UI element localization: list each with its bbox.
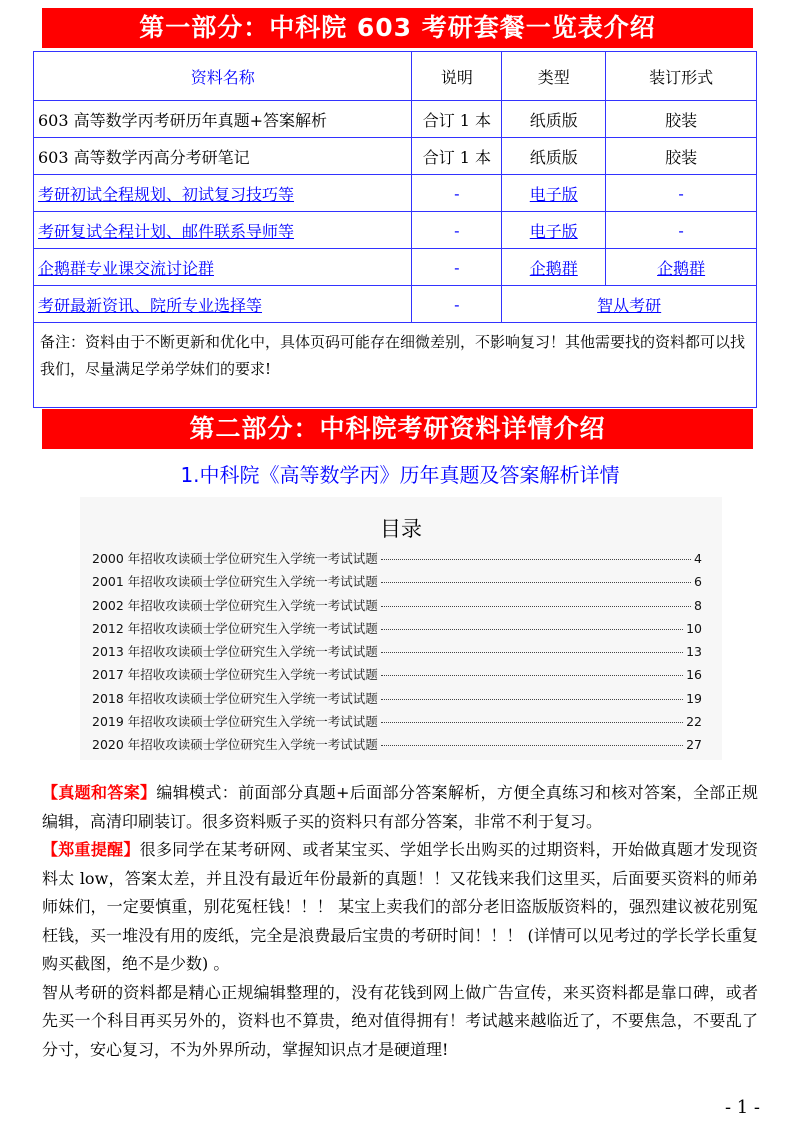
toc-entry [92,572,702,595]
section-title: 1.中科院《高等数学丙》历年真题及答案解析详情 [180,463,620,487]
header-desc: 说明 [412,52,502,101]
toc-leader [381,559,691,560]
row-type: 电子版 [502,212,606,249]
toc-entry-page: 27 [686,737,702,753]
toc-entry [92,549,702,572]
toc-leader [381,745,683,746]
row-type: 纸质版 [502,138,606,175]
toc-entry-text: 2000 年招收攻读硕士学位研究生入学统一考试试题 [92,551,378,566]
tag-reminder: 【郑重提醒】 [42,840,140,859]
tag-answers: 【真题和答案】 [42,783,157,802]
toc-leader [381,699,683,700]
row-desc: 合订 1 本 [412,101,502,138]
row-binding: 胶装 [606,101,757,138]
page-number: - 1 - [724,1097,760,1118]
toc-entry-text: 2012 年招收攻读硕士学位研究生入学统一考试试题 [92,620,378,636]
table-row [34,212,757,249]
header-name: 资料名称 [34,52,412,101]
toc-entry-page: 13 [686,644,702,660]
row-name: 603 高等数学丙考研历年真题+答案解析 [34,101,412,138]
table-row [34,138,757,175]
toc-entry [92,689,702,712]
toc-entry [92,712,702,735]
toc-entry-page: 16 [686,667,702,683]
table-note: 备注：资料由于不断更新和优化中，具体页码可能存在细微差别，不影响复习！其他需要找的资料都可以找我们，尽量满足学弟学妹们的要求! [34,323,757,408]
row-name-link[interactable]: 考研初试全程规划、初试复习技巧等 [34,175,412,212]
toc-entry [92,642,702,665]
toc-entry-page: 6 [694,574,702,590]
paragraph-reminder [42,836,758,979]
table-row [34,249,757,286]
toc-leader [381,606,691,607]
table-header-row [34,52,757,101]
row-binding: - [606,212,757,249]
part1-banner: 第一部分：中科院 603 考研套餐一览表介绍 [42,8,753,48]
row-desc: 合订 1 本 [412,138,502,175]
toc-entry-text: 2001 年招收攻读硕士学位研究生入学统一考试试题 [92,574,378,590]
toc-entry [92,619,702,642]
toc-entry-page: 4 [694,551,702,566]
table-note-row [34,323,757,408]
toc-entry-text: 2019 年招收攻读硕士学位研究生入学统一考试试题 [92,714,378,730]
toc-entry [92,665,702,688]
table-row [34,101,757,138]
toc-image [80,497,722,760]
toc-leader [381,629,683,630]
table-row [34,286,757,323]
table-row [34,175,757,212]
header-binding: 装订形式 [606,52,757,101]
paragraph-closing: 智从考研的资料都是精心正规编辑整理的，没有花钱到网上做广告宣传，来买资料都是靠口碑，或者先买一个科目再买另外的，资料也不算贵，绝对值得拥有！考试越来越临近了，不要焦急，不要乱了分寸，安心复习，不为外界所动，掌握知识点才是硬道理! [42,982,758,1059]
toc-leader [381,652,683,653]
row-desc: - [412,249,502,286]
toc-entry-text: 2002 年招收攻读硕士学位研究生入学统一考试试题 [92,597,378,613]
part2-banner: 第二部分：中科院考研资料详情介绍 [42,409,753,449]
toc-entry-page: 19 [686,690,702,706]
paragraph-answers [42,779,758,836]
row-desc: - [412,286,502,323]
toc-entry-text: 2013 年招收攻读硕士学位研究生入学统一考试试题 [92,644,378,660]
row-desc: - [412,212,502,249]
toc-entry [92,735,702,758]
toc-entry-page: 10 [686,620,702,636]
paragraph-text: 很多同学在某考研网、或者某宝买、学姐学长出购买的过期资料，开始做真题才发现资料太 low，答案太差，并且没有最近年份最新的真题！！又花钱来我们这里买，后面要买资料的师弟师妹们，一定要慎重，别花冤枉钱！！！ 某宝上卖我们的部分老旧盗版版资料的，强烈建议被花别冤枉钱，买一堆没有用的废纸，完全是浪费最后宝贵的考研时间！！！ (详情可以见考过的学长学长重复购买截图，绝不是少数) 。 [42,840,758,973]
toc-title: 目录 [380,517,422,541]
toc-entry-text: 2017 年招收攻读硕士学位研究生入学统一考试试题 [92,667,378,683]
toc-leader [381,675,683,676]
row-name-link[interactable]: 考研复试全程计划、邮件联系导师等 [34,212,412,249]
row-type: 电子版 [502,175,606,212]
toc-entry [92,596,702,619]
row-type: 纸质版 [502,101,606,138]
paragraph-text: 编辑模式：前面部分真题+后面部分答案解析，方便全真练习和核对答案，全部正规编辑，高清印刷装订。很多资料贩子买的资料只有部分答案，非常不利于复习。 [42,783,758,831]
row-binding: 企鹅群 [606,249,757,286]
row-binding: 胶装 [606,138,757,175]
row-binding: - [606,175,757,212]
toc-entry-page: 22 [686,714,702,730]
toc-leader [381,582,691,583]
toc-leader [381,722,683,723]
row-type: 企鹅群 [502,249,606,286]
row-type-binding: 智从考研 [502,286,757,323]
row-name-link[interactable]: 考研最新资讯、院所专业选择等 [34,286,412,323]
package-table [33,51,757,408]
row-name: 603 高等数学丙高分考研笔记 [34,138,412,175]
row-desc: - [412,175,502,212]
header-type: 类型 [502,52,606,101]
body-text [42,779,758,1064]
toc-entry-text: 2020 年招收攻读硕士学位研究生入学统一考试试题 [92,737,378,753]
toc-entry-text: 2018 年招收攻读硕士学位研究生入学统一考试试题 [92,690,378,706]
row-name-link[interactable]: 企鹅群专业课交流讨论群 [34,249,412,286]
toc-entry-page: 8 [694,597,702,613]
